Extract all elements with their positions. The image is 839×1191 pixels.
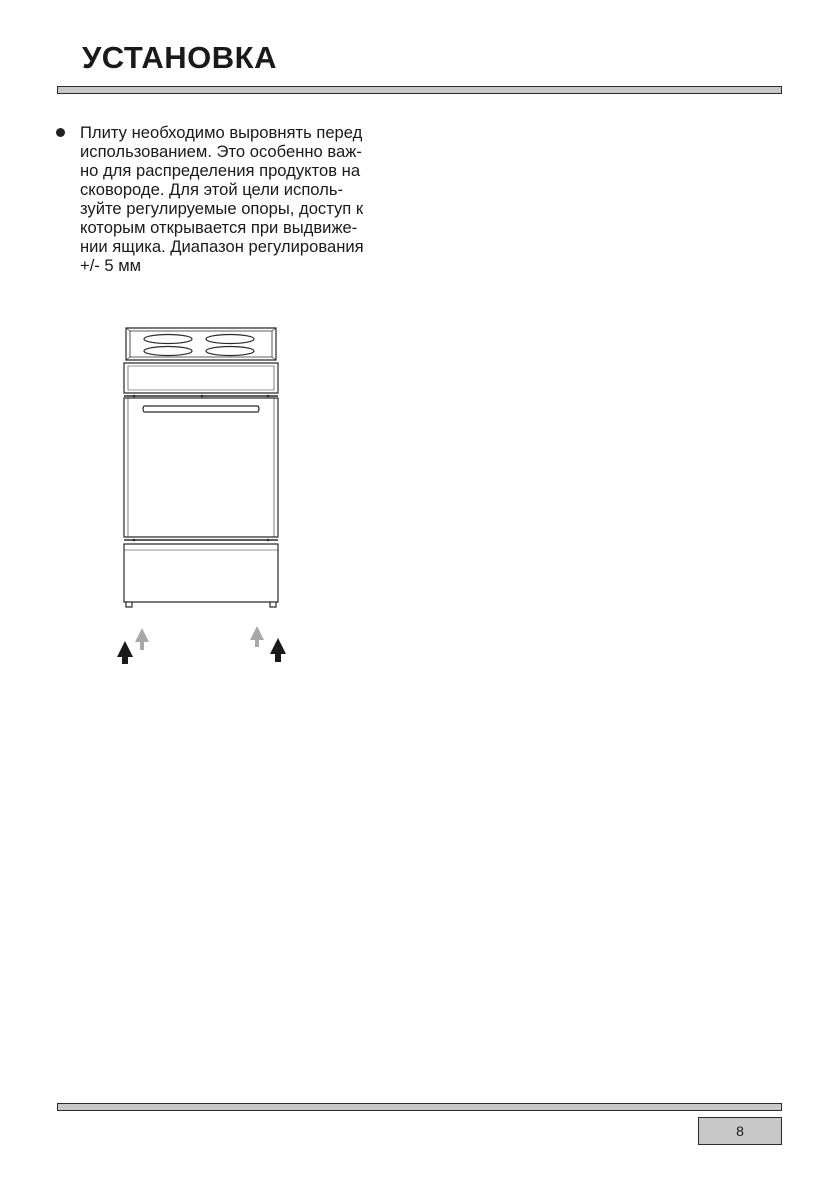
adjust-arrow-icon <box>117 641 133 664</box>
burner-icon <box>206 347 254 356</box>
oven-handle <box>143 406 259 412</box>
hob-top <box>126 328 276 360</box>
cooker-illustration <box>108 320 298 670</box>
adjust-arrow-icon <box>270 638 286 662</box>
footer-rule <box>57 1103 782 1111</box>
control-panel <box>124 363 278 393</box>
instruction-text: Плиту необходимо выровнять перед использованием. Это особенно важ- но для распределения продуктов на сковороде. Для этой цели исполь- зуйте регулируемые опоры, доступ к которым открывается при выдвиже- нии ящика. Диапазон регулирования +/- 5 мм <box>80 123 364 275</box>
adjustable-foot <box>270 602 276 607</box>
burner-icon <box>206 335 254 344</box>
adjust-arrow-icon <box>250 626 264 647</box>
adjust-arrow-icon <box>135 628 149 650</box>
header-rule <box>57 86 782 94</box>
oven-door <box>124 398 278 537</box>
instruction-item <box>56 123 406 275</box>
page-number: 8 <box>698 1117 782 1145</box>
storage-drawer <box>124 544 278 602</box>
burner-icon <box>144 347 192 356</box>
bullet-icon <box>56 128 65 137</box>
page-title: УСТАНОВКА <box>82 40 277 75</box>
adjustable-foot <box>126 602 132 607</box>
burner-icon <box>144 335 192 344</box>
